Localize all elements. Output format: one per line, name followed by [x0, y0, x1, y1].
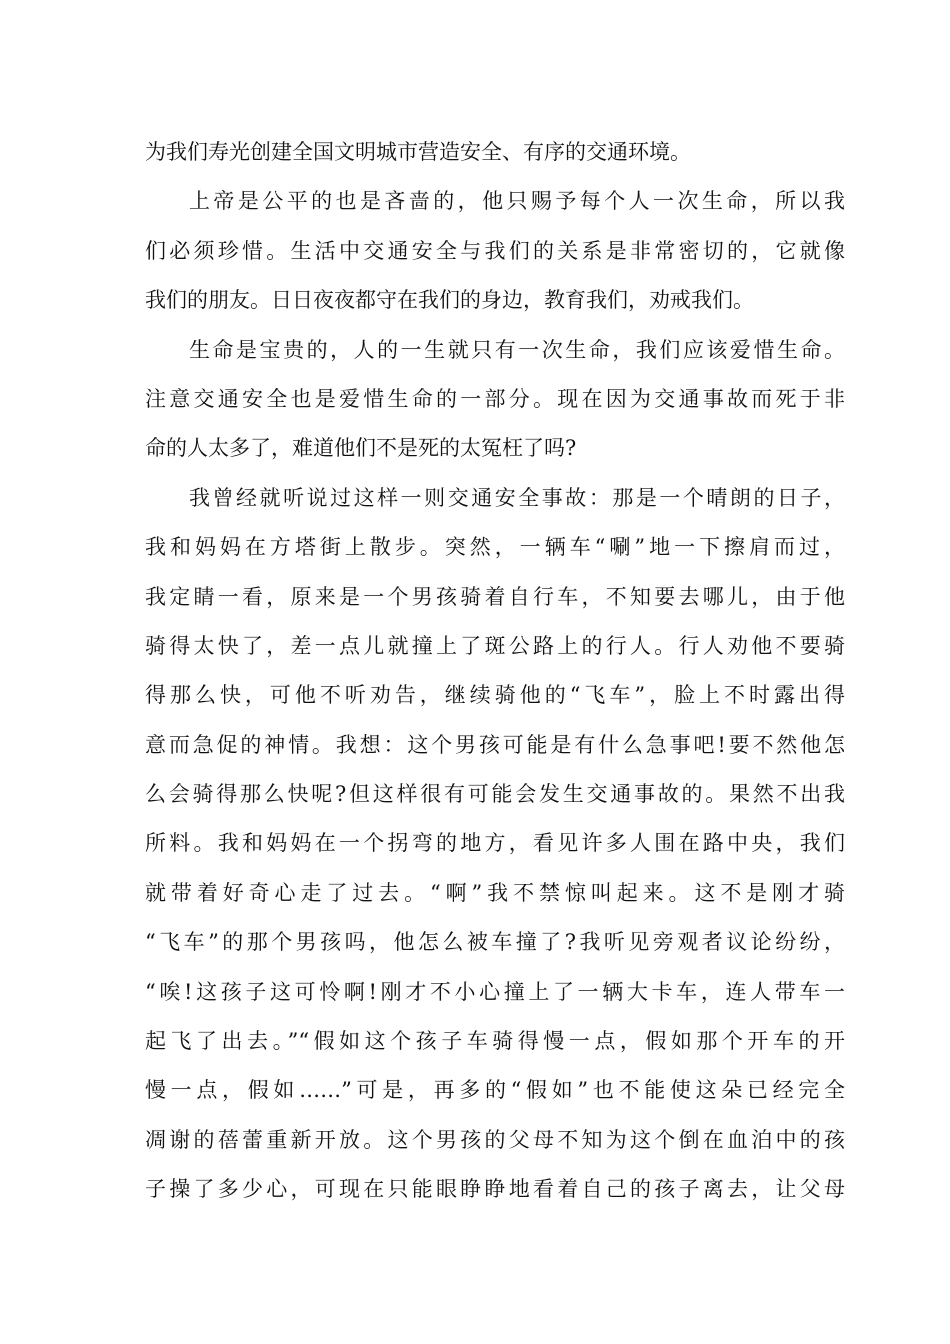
paragraph-first-line: 我曾经就听说过这样一则交通安全事故：那是一个晴朗的日子， [189, 485, 845, 510]
paragraph-first-line: 生命是宝贵的，人的一生就只有一次生命，我们应该爱惜生命。 [189, 337, 845, 362]
text-line: “飞车”的那个男孩吗，他怎么被车撞了?我听见旁观者议论纷纷， [145, 930, 845, 955]
text-line: 我定睛一看，原来是一个男孩骑着自行车，不知要去哪儿，由于他 [145, 584, 845, 609]
text-line: 得那么快，可他不听劝告，继续骑他的“飞车”，脸上不时露出得 [145, 683, 845, 708]
text-line: 我们的朋友。日日夜夜都守在我们的身边，教育我们，劝戒我们。 [145, 288, 754, 313]
text-line: 注意交通安全也是爱惜生命的一部分。现在因为交通事故而死于非 [145, 386, 845, 411]
text-line: 子操了多少心，可现在只能眼睁睁地看着自己的孩子离去，让父母 [145, 1177, 845, 1202]
text-line: 骑得太快了，差一点儿就撞上了斑公路上的行人。行人劝他不要骑 [145, 633, 845, 658]
text-line: 我和妈妈在方塔街上散步。突然，一辆车“唰”地一下擦肩而过， [145, 535, 845, 560]
text-line: 为我们寿光创建全国文明城市营造安全、有序的交通环境。 [145, 140, 691, 164]
paragraph-first-line: 上帝是公平的也是吝啬的，他只赐予每个人一次生命，所以我 [189, 189, 845, 214]
body-text [145, 128, 845, 1215]
text-line: 就带着好奇心走了过去。“啊”我不禁惊叫起来。这不是刚才骑 [145, 880, 845, 905]
text-line: 慢一点，假如……”可是，再多的“假如”也不能使这朵已经完全 [145, 1078, 845, 1103]
text-line: 所料。我和妈妈在一个拐弯的地方，看见许多人围在路中央，我们 [145, 831, 845, 856]
text-line: 命的人太多了，难道他们不是死的太冤枉了吗? [145, 436, 577, 461]
text-line: 意而急促的神情。我想：这个男孩可能是有什么急事吧!要不然他怎 [145, 732, 845, 757]
text-line: 凋谢的蓓蕾重新开放。这个男孩的父母不知为这个倒在血泊中的孩 [145, 1127, 845, 1152]
text-line: 们必须珍惜。生活中交通安全与我们的关系是非常密切的，它就像 [145, 238, 845, 263]
text-line: “唉!这孩子这可怜啊!刚才不小心撞上了一辆大卡车，连人带车一 [145, 979, 845, 1004]
text-line: 么会骑得那么快呢?但这样很有可能会发生交通事故的。果然不出我 [145, 782, 845, 807]
text-line: 起飞了出去。”“假如这个孩子车骑得慢一点，假如那个开车的开 [145, 1029, 845, 1054]
